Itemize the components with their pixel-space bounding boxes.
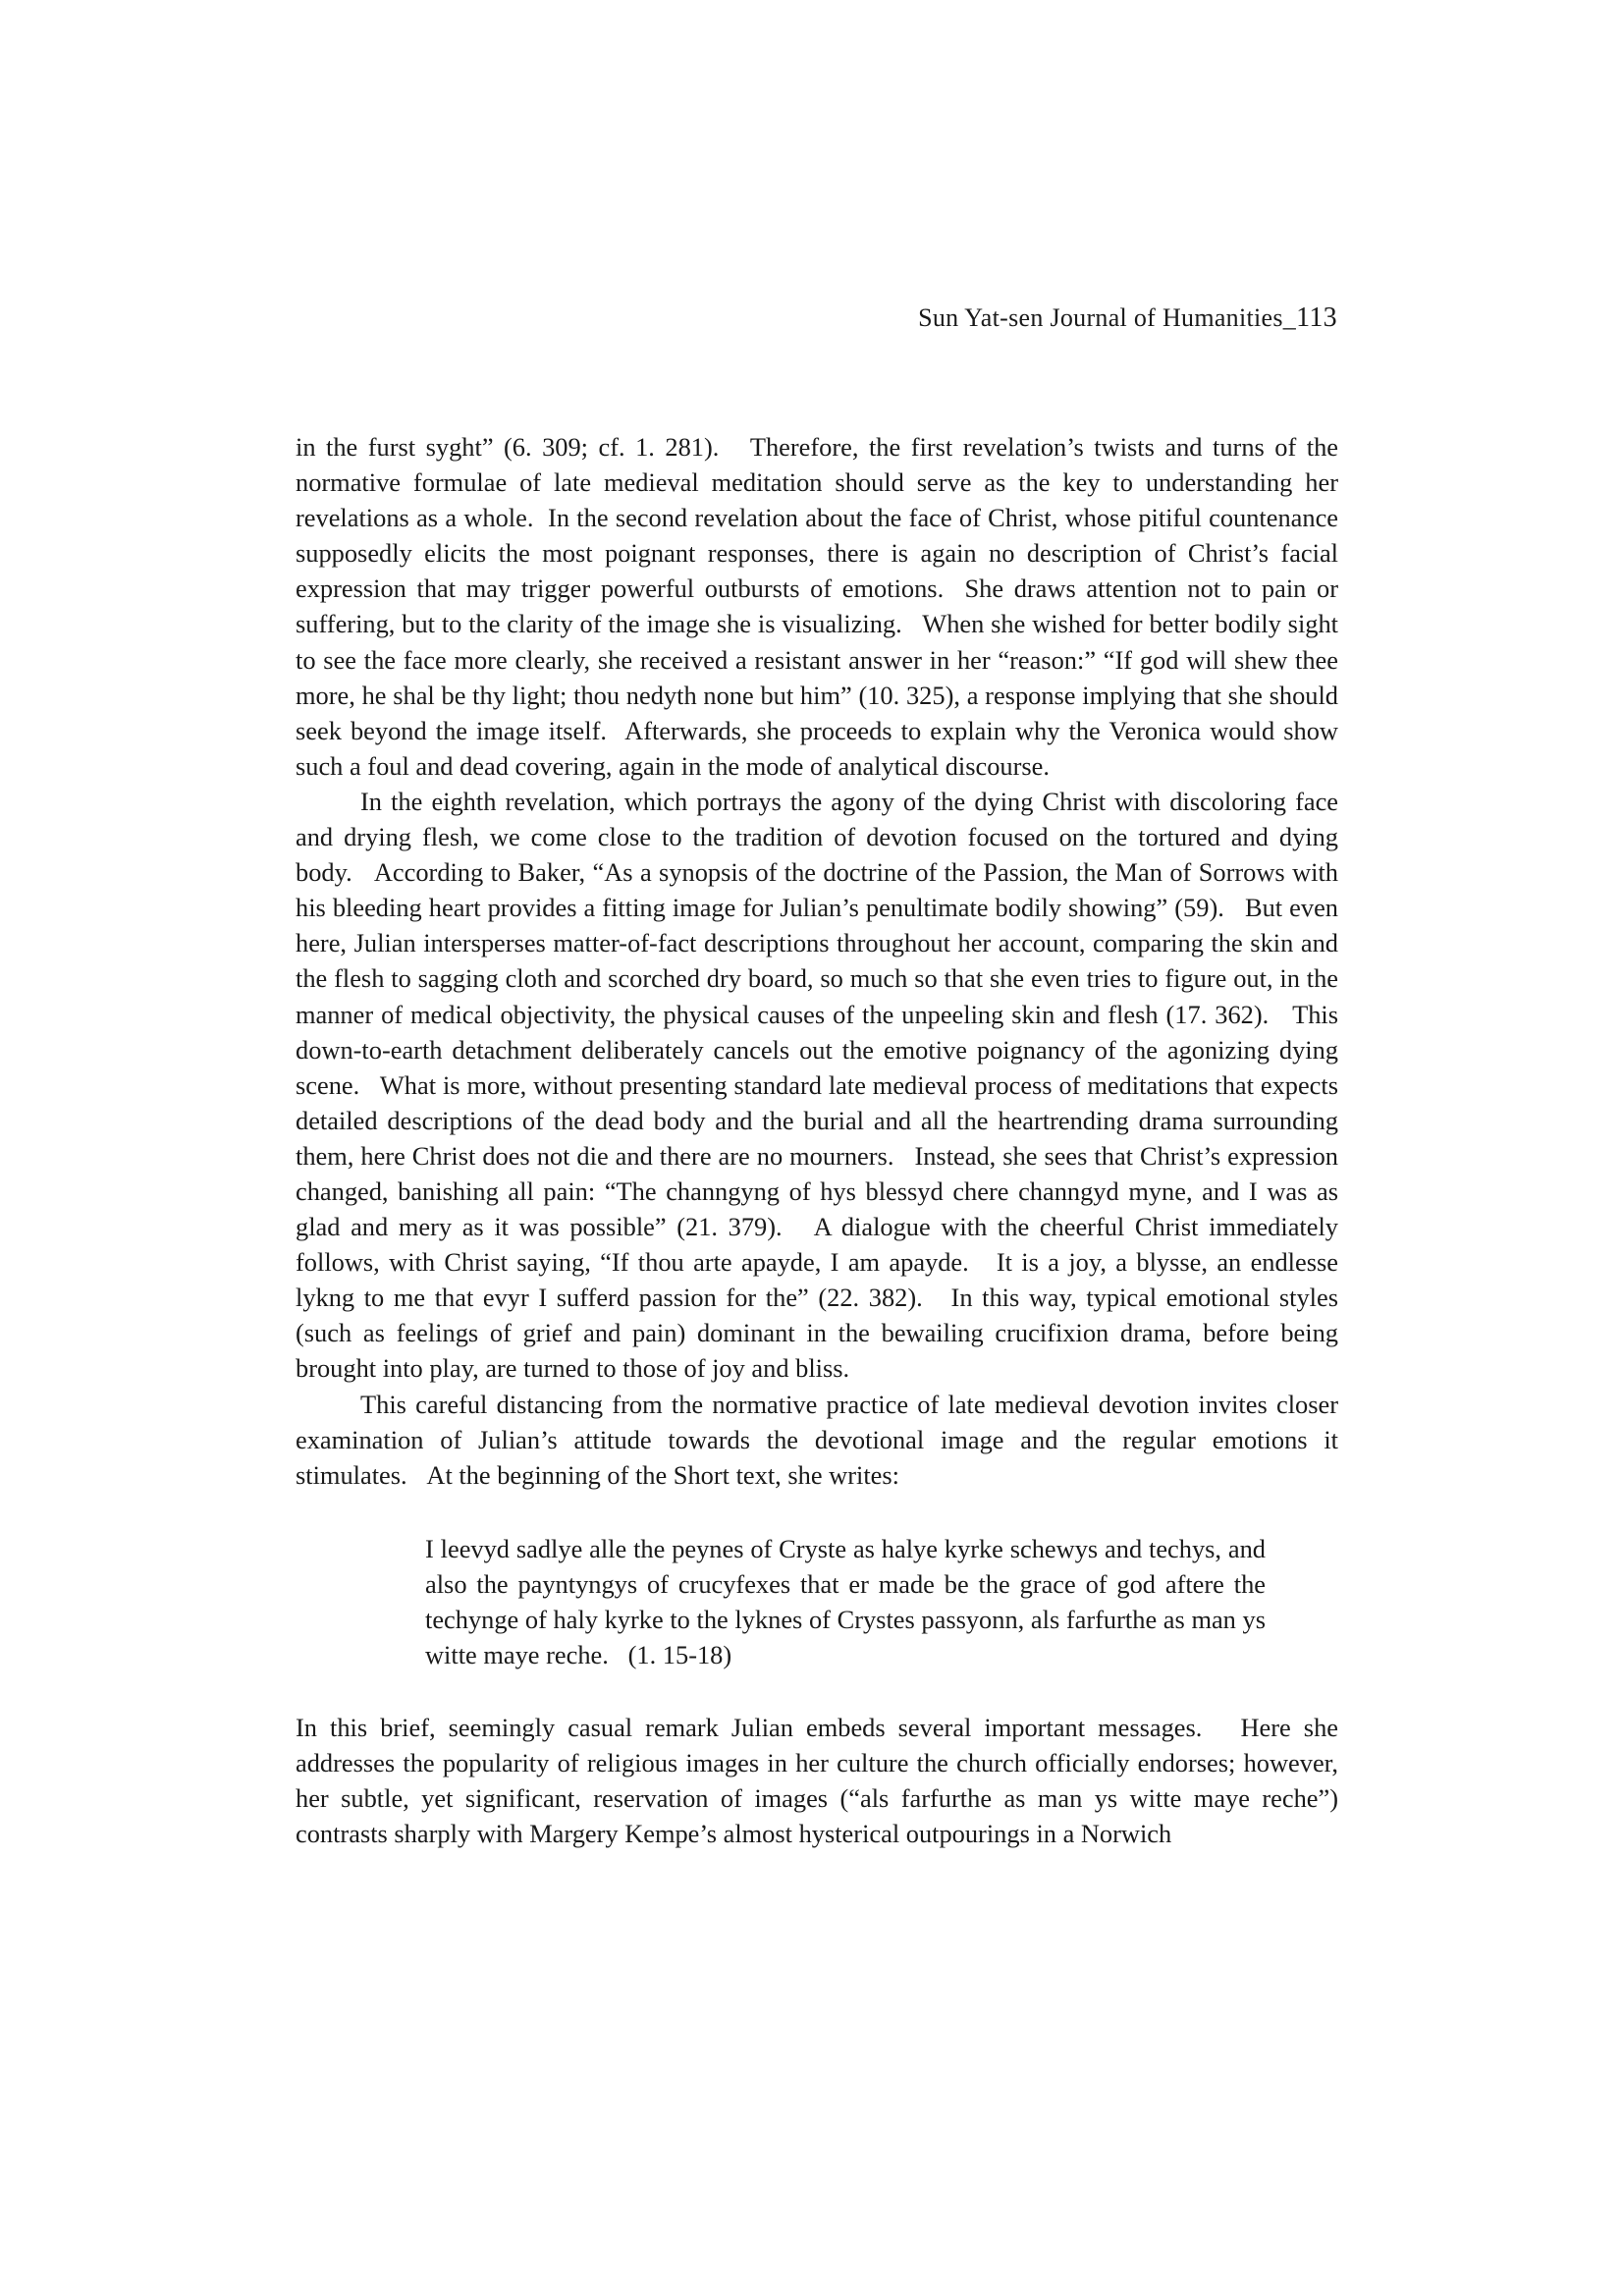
article-body <box>296 429 1338 1852</box>
body-paragraph: This careful distancing from the normative practice of late medieval devotion invites closer examination of Julian’s attitude towards the devotional image and the regular emotions it stimulates. At the beginning of the Short text, she writes: <box>296 1389 1338 1490</box>
body-paragraph: In this brief, seemingly casual remark Julian embeds several important messages. Here she addresses the popularity of religious images in her culture the church officially endorses; however, her subtle, yet significant, reservation of images (“als farfurthe as man ys witte maye reche”) contrasts sharply with Margery Kempe’s almost hysterical outpourings in a Norwich <box>296 1713 1338 1849</box>
journal-title: Sun Yat-sen Journal of Humanities_ <box>918 303 1297 332</box>
body-paragraph: In the eighth revelation, which portrays the agony of the dying Christ with discoloring face and drying flesh, we come close to the tradition of devotion focused on the tortured and dying body. According to Baker, “As a synopsis of the doctrine of the Passion, the Man of Sorrows with his bleeding heart provides a fitting image for Julian’s penultimate bodily showing” (59). But even here, Julian intersperses matter-of-fact descriptions throughout her account, comparing the skin and the flesh to sagging cloth and scorched dry board, so much so that she even tries to figure out, in the manner of medical objectivity, the physical causes of the unpeeling skin and flesh (17. 362). This down-to-earth detachment deliberately cancels out the emotive poignancy of the agonizing dying scene. What is more, without presenting standard late medieval process of meditations that expects detailed descriptions of the dead body and the burial and all the heartrending drama surrounding them, here Christ does not die and there are no mourners. Instead, she sees that Christ’s expression changed, banishing all pain: “The channgyng of hys blessyd chere channgyd myne, and I was as glad and mery as it was possible” (21. 379). A dialogue with the cheerful Christ immediately follows, with Christ saying, “If thou arte apayde, I am apayde. It is a joy, a blysse, an endlesse lykng to me that evyr I sufferd passion for the” (22. 382). In this way, typical emotional styles (such as feelings of grief and pain) dominant in the bewailing crucifixion drama, before being brought into play, are turned to those of joy and bliss. <box>296 786 1338 1384</box>
block-quote: I leevyd sadlye alle the peynes of Cryste as halye kyrke schewys and techys, and also the payntyngys of crucyfexes that er made be the grace of god aftere the techynge of haly kyrke to the lyknes of Crystes passyonn, als farfurthe as man ys witte maye reche. (1. 15-18) <box>425 1533 1266 1670</box>
running-head <box>918 302 1337 334</box>
page-number: 113 <box>1296 302 1337 333</box>
body-paragraph: in the furst syght” (6. 309; cf. 1. 281). Therefore, the first revelation’s twists and turns of the normative formulae of late medieval meditation should serve as the key to understanding her revelations as a whole. In the second revelation about the face of Christ, whose pitiful countenance supposedly elicits the most poignant responses, there is again no description of Christ’s facial expression that may trigger powerful outbursts of emotions. She draws attention not to pain or suffering, but to the clarity of the image she is visualizing. When she wished for better bodily sight to see the face more clearly, she received a resistant answer in her “reason:” “If god will shew thee more, he shal be thy light; thou nedyth none but him” (10. 325), a response implying that she should seek beyond the image itself. Afterwards, she proceeds to explain why the Veronica would show such a foul and dead covering, again in the mode of analytical discourse. <box>296 432 1338 781</box>
